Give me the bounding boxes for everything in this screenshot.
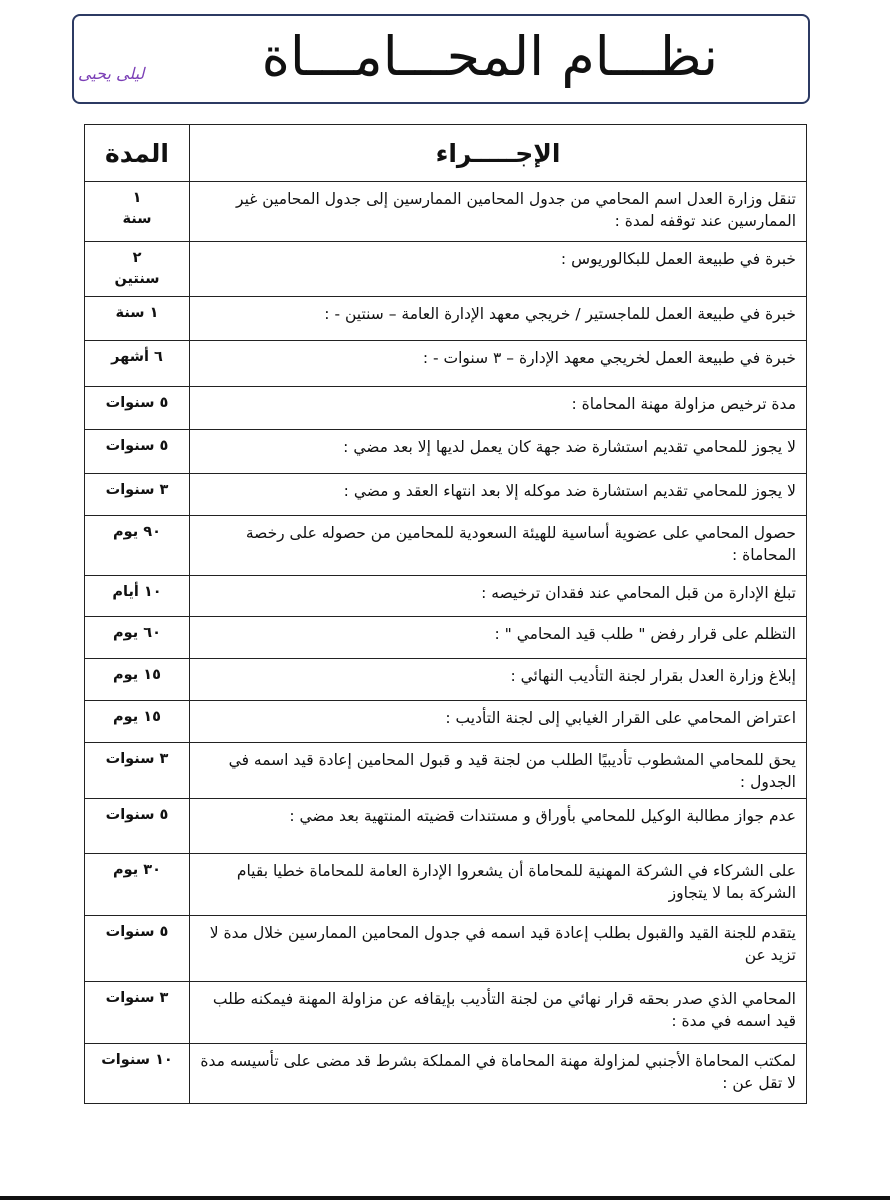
procedure-cell: عدم جواز مطالبة الوكيل للمحامي بأوراق و مستندات قضيته المنتهية بعد مضي : xyxy=(190,799,807,854)
table-body xyxy=(85,182,807,1104)
author-signature: ليلى يحيى xyxy=(78,64,145,83)
duration-cell: ٦٠ يوم xyxy=(85,617,190,659)
procedure-cell: خبرة في طبيعة العمل للبكالوريوس : xyxy=(190,242,807,297)
duration-cell: ٣ سنوات xyxy=(85,982,190,1044)
procedure-cell: المحامي الذي صدر بحقه قرار نهائي من لجنة التأديب بإيقافه عن مزاولة المهنة فيمكنه طلب قيد اسمه في مدة : xyxy=(190,982,807,1044)
procedure-cell: مدة ترخيص مزاولة مهنة المحاماة : xyxy=(190,387,807,430)
procedure-cell: لا يجوز للمحامي تقديم استشارة ضد موكله إلا بعد انتهاء العقد و مضي : xyxy=(190,474,807,516)
table-row xyxy=(85,242,807,297)
title-box xyxy=(72,14,810,104)
table-row xyxy=(85,576,807,617)
table-row xyxy=(85,854,807,916)
procedure-cell: خبرة في طبيعة العمل للماجستير / خريجي معهد الإدارة العامة – سنتين - : xyxy=(190,297,807,341)
duration-cell: ٣٠ يوم xyxy=(85,854,190,916)
duration-cell: ٩٠ يوم xyxy=(85,516,190,576)
duration-cell: ٣ سنوات xyxy=(85,743,190,799)
duration-cell: ٥ سنوات xyxy=(85,799,190,854)
duration-cell: ١ سنة xyxy=(85,297,190,341)
procedure-cell: خبرة في طبيعة العمل لخريجي معهد الإدارة – ٣ سنوات - : xyxy=(190,341,807,387)
procedure-cell: تنقل وزارة العدل اسم المحامي من جدول المحامين الممارسين إلى جدول المحامين غير الممارسين عند توقفه لمدة : xyxy=(190,182,807,242)
duration-cell: ٢ سنتين xyxy=(85,242,190,297)
procedure-cell: يتقدم للجنة القيد والقبول بطلب إعادة قيد اسمه في جدول المحامين الممارسين خلال مدة لا تزيد عن xyxy=(190,916,807,982)
table-header-row xyxy=(85,125,807,182)
procedure-cell: التظلم على قرار رفض " طلب قيد المحامي " : xyxy=(190,617,807,659)
table-row xyxy=(85,916,807,982)
table-row xyxy=(85,982,807,1044)
table-row xyxy=(85,659,807,701)
table-row xyxy=(85,701,807,743)
procedure-cell: تبلغ الإدارة من قبل المحامي عند فقدان ترخيصه : xyxy=(190,576,807,617)
page-title: نظـــام المحـــامـــاة xyxy=(261,25,718,88)
table-row xyxy=(85,516,807,576)
duration-cell: ٦ أشهر xyxy=(85,341,190,387)
procedure-column-header: الإجـــــراء xyxy=(190,125,807,182)
table-row xyxy=(85,341,807,387)
procedure-cell: لا يجوز للمحامي تقديم استشارة ضد جهة كان يعمل لديها إلا بعد مضي : xyxy=(190,430,807,474)
procedure-cell: على الشركاء في الشركة المهنية للمحاماة أن يشعروا الإدارة العامة للمحاماة خطيا بقيام الشركة بما لا يتجاوز xyxy=(190,854,807,916)
duration-cell: ٥ سنوات xyxy=(85,430,190,474)
table-row xyxy=(85,617,807,659)
procedure-cell: لمكتب المحاماة الأجنبي لمزاولة مهنة المحاماة في المملكة بشرط قد مضى على تأسيسه مدة لا تقل عن : xyxy=(190,1044,807,1104)
duration-column-header: المدة xyxy=(85,125,190,182)
table-row xyxy=(85,799,807,854)
table-row xyxy=(85,743,807,799)
duration-cell: ١٠ سنوات xyxy=(85,1044,190,1104)
table-row xyxy=(85,182,807,242)
table-row xyxy=(85,430,807,474)
procedure-cell: حصول المحامي على عضوية أساسية للهيئة السعودية للمحامين من حصوله على رخصة المحاماة : xyxy=(190,516,807,576)
procedures-table xyxy=(84,124,807,1104)
duration-cell: ٥ سنوات xyxy=(85,387,190,430)
table-row xyxy=(85,1044,807,1104)
duration-cell: ١٥ يوم xyxy=(85,701,190,743)
table-row xyxy=(85,387,807,430)
duration-cell: ١ سنة xyxy=(85,182,190,242)
duration-cell: ١٥ يوم xyxy=(85,659,190,701)
table-row xyxy=(85,297,807,341)
procedure-cell: إبلاغ وزارة العدل بقرار لجنة التأديب النهائي : xyxy=(190,659,807,701)
bottom-border xyxy=(0,1196,890,1200)
procedure-cell: يحق للمحامي المشطوب تأديبيًا الطلب من لجنة قيد و قبول المحامين إعادة قيد اسمه في الجدول : xyxy=(190,743,807,799)
procedure-cell: اعتراض المحامي على القرار الغيابي إلى لجنة التأديب : xyxy=(190,701,807,743)
duration-cell: ٥ سنوات xyxy=(85,916,190,982)
table-row xyxy=(85,474,807,516)
duration-cell: ٣ سنوات xyxy=(85,474,190,516)
duration-cell: ١٠ أيام xyxy=(85,576,190,617)
